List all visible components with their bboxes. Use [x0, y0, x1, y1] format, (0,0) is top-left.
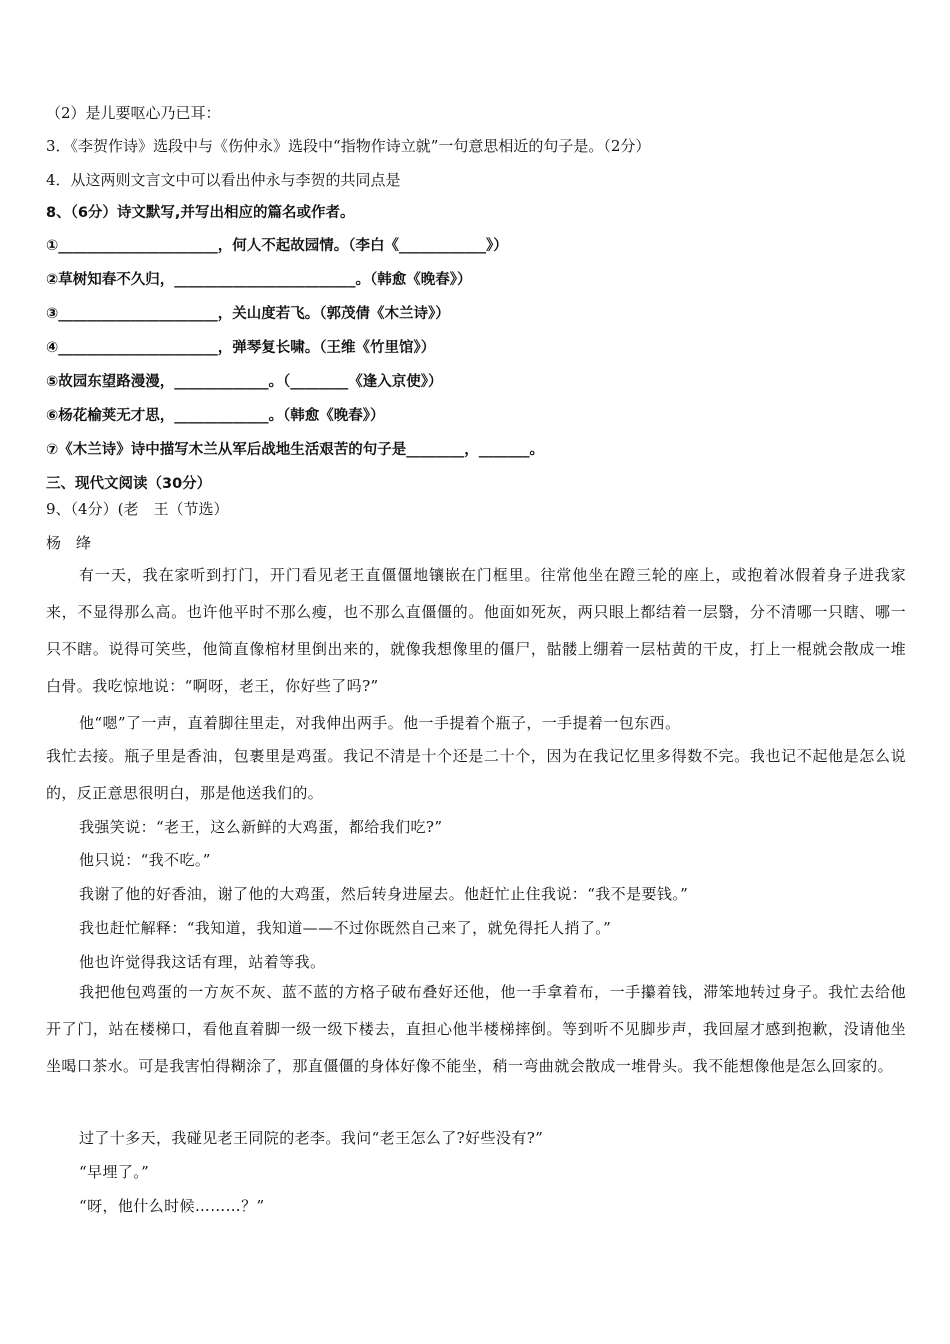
recite-item-1: ①______________________，何人不起故园情。（李白《____________》） — [46, 238, 508, 254]
passage-paragraph-1: 有一天，我在家听到打门，开门看见老王直僵僵地镶嵌在门框里。往常他坐在蹬三轮的座上，或抱着冰假着身子进我家来，不显得那么高。也许他平时不那么瘦，也不那么直僵僵的。他面如死灰，两只眼上都结着一层翳，分不清哪一只瞎、哪一只不瞎。说得可笑些，他简直像棺材里倒出来的，就像我想像里的僵尸，骷髅上绷着一层枯黄的干皮，打上一棍就会散成一堆白骨。我吃惊地说：“啊呀，老王，你好些了吗?” — [46, 566, 906, 695]
recite-item-3: ③______________________，关山度若飞。（郭茂倩《木兰诗》） — [46, 306, 450, 322]
question-8-number: 8、（6分） — [46, 205, 117, 221]
passage-paragraph-8: 他也许觉得我这话有理，站着等我。 — [79, 953, 326, 971]
question-2-sub: （2）是儿要呕心乃已耳： — [46, 104, 221, 122]
passage-paragraph-2: 他“嗯”了一声，直着脚往里走，对我伸出两手。他一手提着个瓶子，一手提着一包东西。 — [79, 714, 681, 732]
passage-paragraph-12: “呀，他什么时候………？” — [79, 1197, 265, 1215]
recite-item-4: ④______________________，弹琴复长啸。（王维《竹里馆》） — [46, 340, 436, 356]
passage-paragraph-4: 我强笑说：“老王，这么新鲜的大鸡蛋，都给我们吃?” — [79, 818, 443, 836]
passage-paragraph-9: 我把他包鸡蛋的一方灰不灰、蓝不蓝的方格子破布叠好还他，他一手拿着布，一手攥着钱，滞笨地转过身子。我忙去给他开了门，站在楼梯口，看他直着脚一级一级下楼去，直担心他半楼梯摔倒。等到听不见脚步声，我回屋才感到抱歉，没请他坐坐喝口茶水。可是我害怕得糊涂了，那直僵僵的身体好像不能坐，稍一弯曲就会散成一堆骨头。我不能想像他是怎么回家的。 — [46, 983, 906, 1075]
passage-paragraph-11: “早埋了。” — [79, 1163, 150, 1181]
question-8-instruction: 诗文默写,并写出相应的篇名或作者。 — [116, 205, 355, 221]
recite-item-7: ⑦《木兰诗》诗中描写木兰从军后战地生活艰苦的句子是________，_______。 — [46, 442, 545, 458]
passage-paragraph-3: 我忙去接。瓶子里是香油，包裹里是鸡蛋。我记不清是十个还是二十个，因为在我记忆里多得数不完。我也记不起他是怎么说的，反正意思很明白，那是他送我们的。 — [46, 747, 906, 802]
passage-paragraph-10: 过了十多天，我碰见老王同院的老李。我问“老王怎么了?好些没有?” — [79, 1129, 544, 1147]
passage-paragraph-7: 我也赶忙解释：“我知道，我知道——不过你既然自己来了，就免得托人捎了。” — [79, 919, 612, 937]
passage-paragraph-5: 他只说：“我不吃。” — [79, 851, 211, 869]
question-4: 4．从这两则文言文中可以看出仲永与李贺的共同点是 — [46, 171, 401, 189]
question-9-title: 9、（4分）(老 王（节选） — [46, 500, 229, 518]
section-3-heading: 三、现代文阅读（30分） — [46, 476, 212, 492]
recite-item-2: ②草树知春不久归，_________________________。（韩愈《晚春》） — [46, 272, 472, 288]
question-3: 3．《李贺作诗》选段中与《伤仲永》选段中“指物作诗立就”一句意思相近的句子是。（2分） — [46, 137, 651, 155]
passage-paragraph-6: 我谢了他的好香油，谢了他的大鸡蛋，然后转身进屋去。他赶忙止住我说：“我不是要钱。” — [79, 885, 689, 903]
passage-author: 杨 绛 — [46, 534, 92, 552]
question-8-title — [46, 203, 910, 223]
recite-item-5: ⑤故园东望路漫漫，_____________。（________《逢入京使》） — [46, 374, 443, 390]
recite-item-6: ⑥杨花榆荚无才思，_____________。（韩愈《晚春》） — [46, 408, 385, 424]
